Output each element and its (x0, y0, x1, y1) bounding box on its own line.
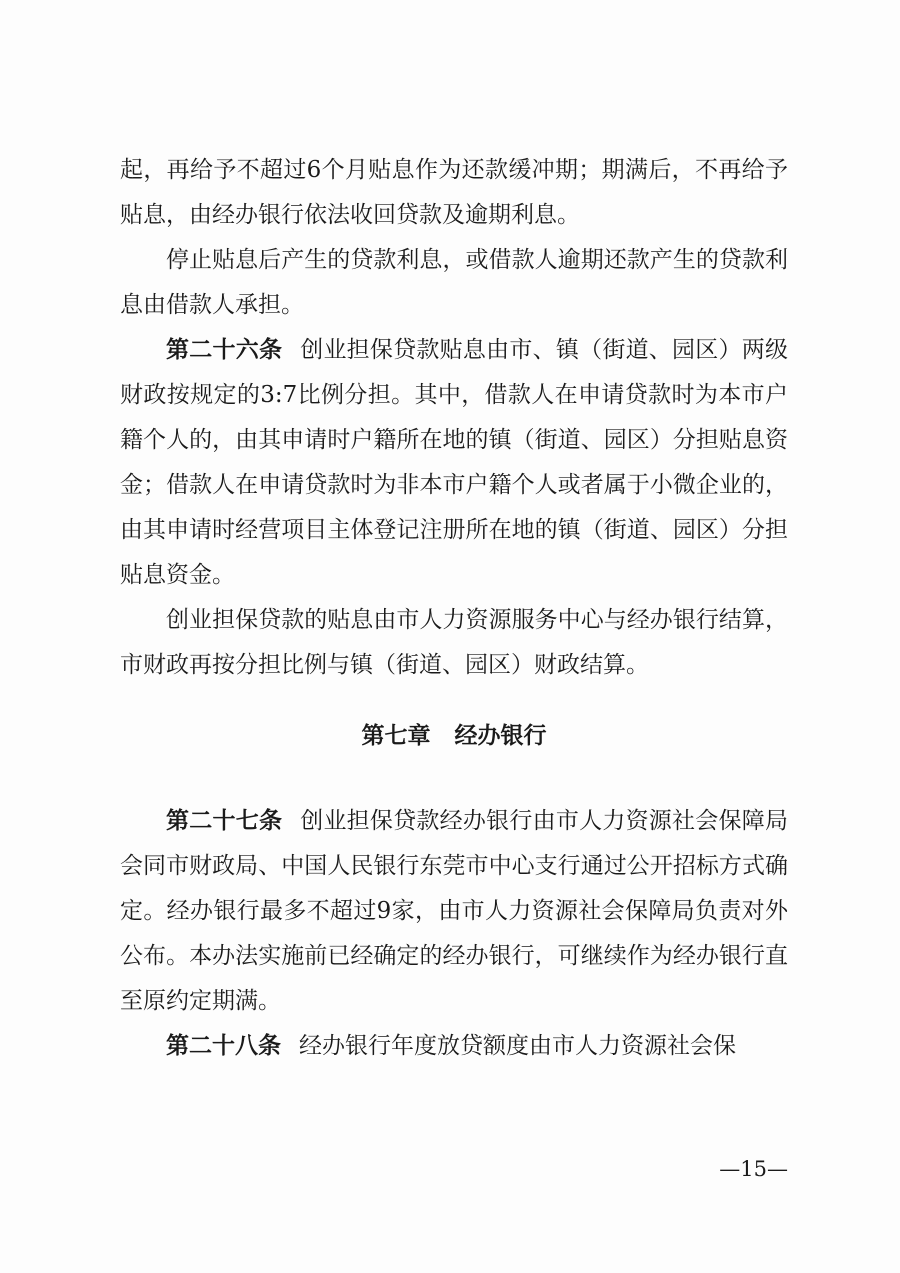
paragraph-text: 起，再给予不超过6个月贴息作为还款缓冲期；期满后，不再给予贴息，由经办银行依法收回贷款及逾期利息。 (120, 157, 788, 228)
paragraph-settlement (120, 598, 788, 688)
article-label: 第二十七条 (166, 808, 283, 834)
article-text: 经办银行年度放贷额度由市人力资源社会保 (299, 1033, 736, 1059)
document-body (120, 148, 788, 1069)
article-text: 创业担保贷款经办银行由市人力资源社会保障局会同市财政局、中国人民银行东莞市中心支行通过公开招标方式确定。经办银行最多不超过9家，由市人力资源社会保障局负责对外公布。本办法实施前已经确定的经办银行，可继续作为经办银行直至原约定期满。 (120, 808, 789, 1014)
article-label: 第二十六条 (166, 337, 283, 363)
article-label: 第二十八条 (166, 1033, 281, 1059)
paragraph-text: 创业担保贷款的贴息由市人力资源服务中心与经办银行结算，市财政再按分担比例与镇（街道、园区）财政结算。 (120, 607, 788, 678)
article-text: 创业担保贷款贴息由市、镇（街道、园区）两级财政按规定的3:7比例分担。其中，借款人在申请贷款时为本市户籍个人的，由其申请时户籍所在地的镇（街道、园区）分担贴息资金；借款人在申请贷款时为非本市户籍个人或者属于小微企业的，由其申请时经营项目主体登记注册所在地的镇（街道、园区）分担贴息资金。 (120, 337, 789, 588)
article-26 (120, 328, 788, 598)
chapter-title: 经办银行 (454, 723, 547, 749)
paragraph-text: 停止贴息后产生的贷款利息，或借款人逾期还款产生的贷款利息由借款人承担。 (120, 247, 788, 318)
page-number: —15— (719, 1157, 788, 1181)
chapter-number: 第七章 (361, 723, 431, 749)
chapter-heading (120, 714, 788, 759)
article-28 (120, 1024, 788, 1069)
article-27 (120, 799, 788, 1024)
paragraph-continuation (120, 148, 788, 238)
paragraph-interest-burden (120, 238, 788, 328)
